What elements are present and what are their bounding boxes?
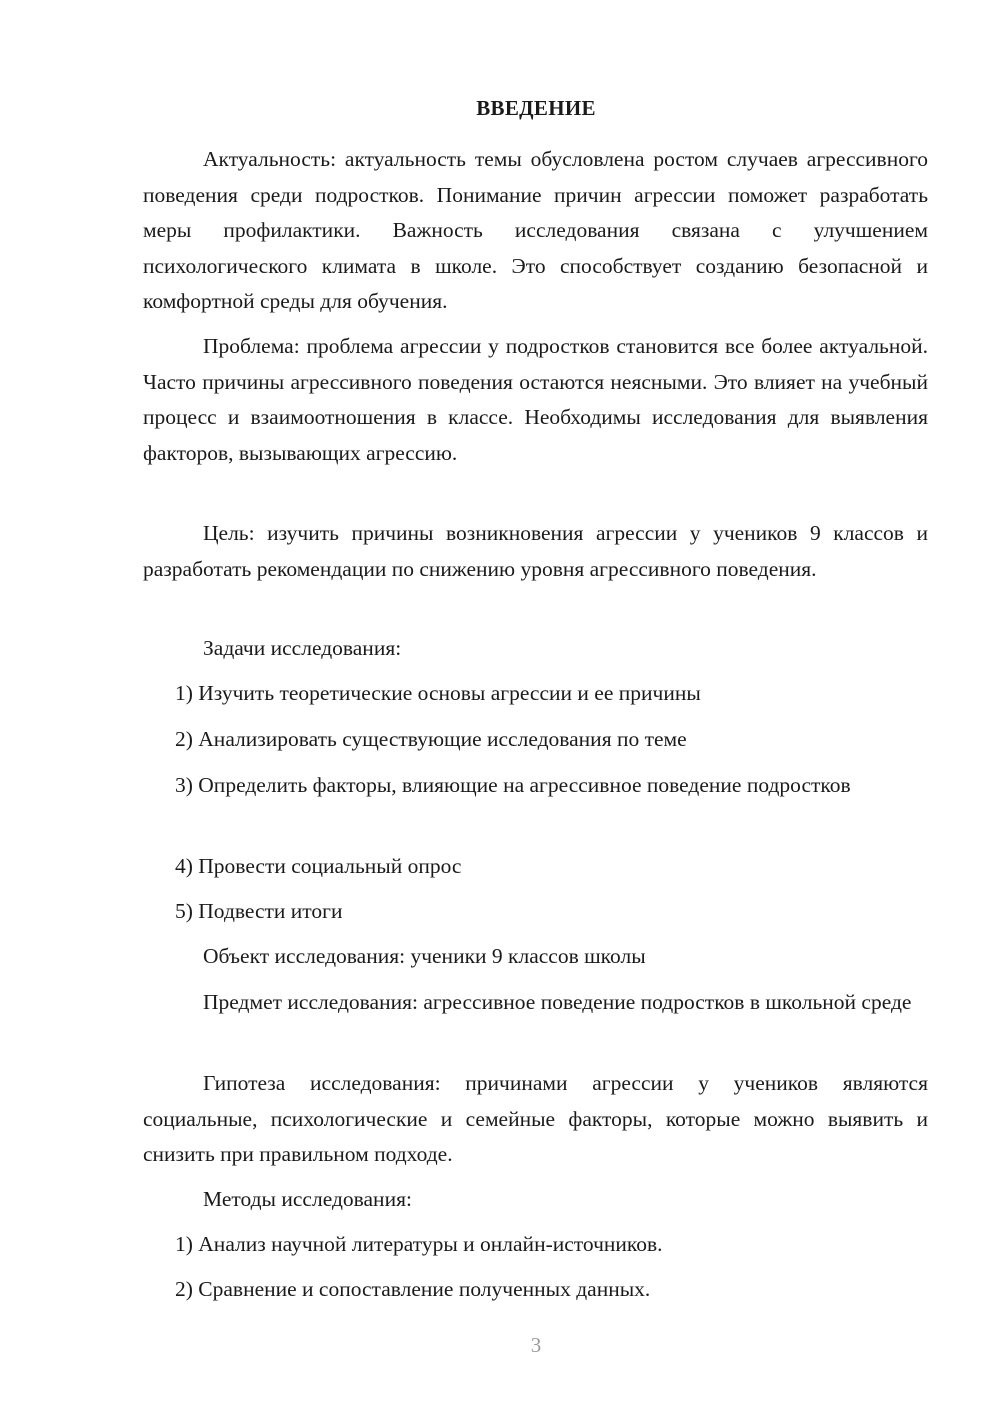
list-item: 5) Подвести итоги xyxy=(175,899,343,923)
list-item: 1) Изучить теоретические основы агрессии и ее причины xyxy=(175,681,701,705)
list-item: 3) Определить факторы, влияющие на агрессивное поведение подростков xyxy=(175,773,851,797)
goal-paragraph: Цель: изучить причины возникновения агрессии у учеников 9 классов и разработать рекомендации по снижению уровня агрессивного поведения. xyxy=(143,521,928,581)
page-title: ВВЕДЕНИЕ xyxy=(476,96,596,120)
list-item: 4) Провести социальный опрос xyxy=(175,854,462,878)
list-item: 2) Анализировать существующие исследования по теме xyxy=(175,727,687,751)
methods-heading: Методы исследования: xyxy=(203,1187,412,1211)
hypothesis-paragraph: Гипотеза исследования: причинами агрессии у учеников являются социальные, психологические и семейные факторы, которые можно выявить и снизить при правильном подходе. xyxy=(143,1071,928,1166)
object-paragraph: Объект исследования: ученики 9 классов школы xyxy=(203,944,646,968)
page-number: 3 xyxy=(530,1333,542,1357)
relevance-paragraph: Актуальность: актуальность темы обусловлена ростом случаев агрессивного поведения среди подростков. Понимание причин агрессии поможет разработать меры профилактики. Важность исследования связана с улучшением психологического климата в школе. Это способствует созданию безопасной и комфортной среды для обучения. xyxy=(143,147,928,313)
problem-paragraph: Проблема: проблема агрессии у подростков становится все более актуальной. Часто причины агрессивного поведения остаются неясными. Это влияет на учебный процесс и взаимоотношения в классе. Необходимы исследования для выявления факторов, вызывающих агрессию. xyxy=(143,334,928,465)
tasks-heading: Задачи исследования: xyxy=(203,636,402,660)
list-item: 2) Сравнение и сопоставление полученных данных. xyxy=(175,1277,651,1301)
list-item: 1) Анализ научной литературы и онлайн-источников. xyxy=(175,1232,663,1256)
subject-paragraph: Предмет исследования: агрессивное поведение подростков в школьной среде xyxy=(203,990,912,1014)
